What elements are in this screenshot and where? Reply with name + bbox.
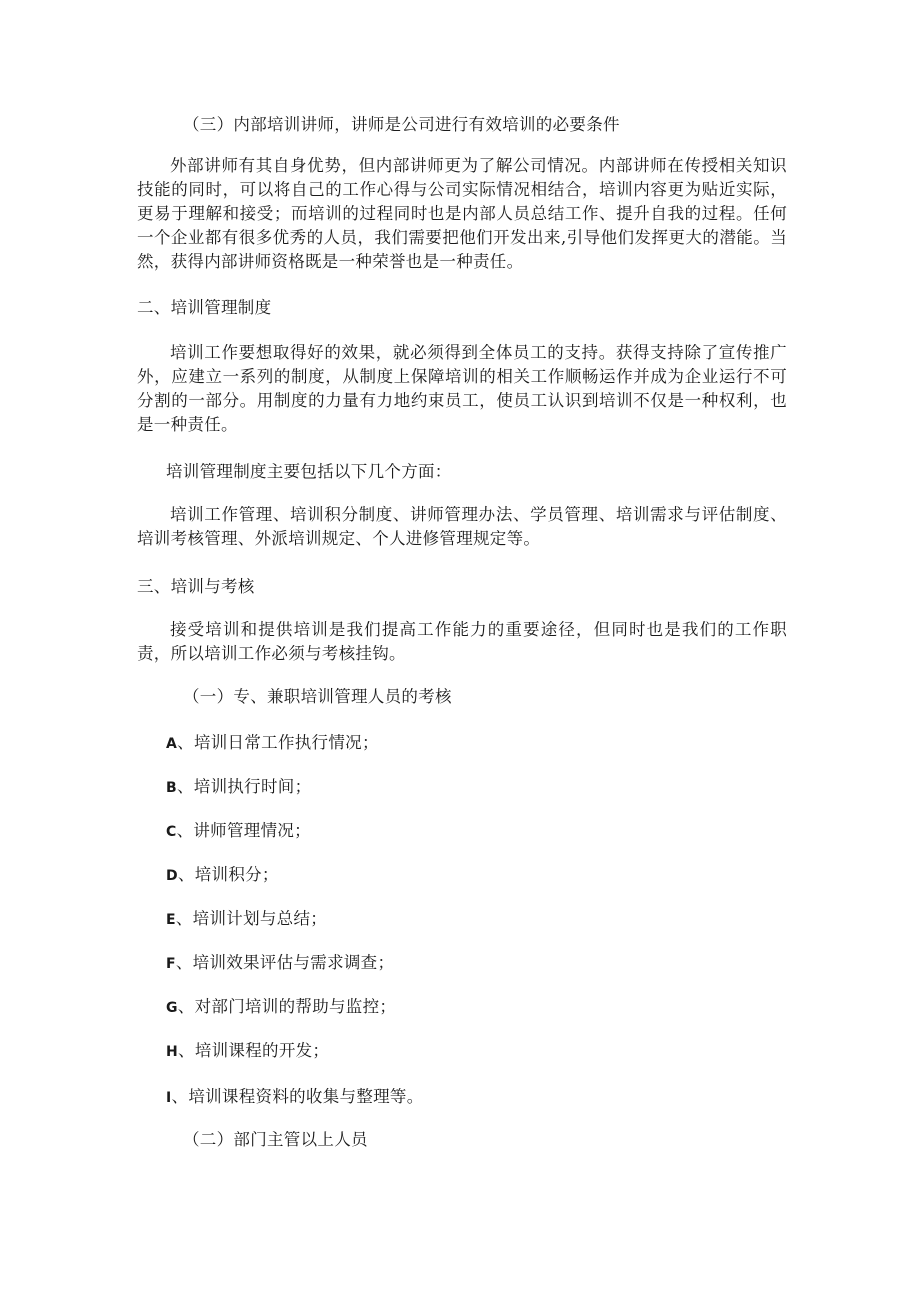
list-item-letter: I: [166, 1090, 172, 1106]
list-item: [166, 994, 396, 1021]
paragraph-training-assessment: 接受培训和提供培训是我们提高工作能力的重要途径，但同时也是我们的工作职责，所以培训工作必须与考核挂钩。: [137, 620, 787, 663]
list-item-letter: F: [166, 956, 176, 972]
paragraph-system-aspects-list: 培训工作管理、培训积分制度、讲师管理办法、学员管理、培训需求与评估制度、培训考核管理、外派培训规定、个人进修管理规定等。: [137, 505, 787, 548]
subheading-training-staff-assessment: （一）专、兼职培训管理人员的考核: [183, 687, 452, 706]
list-item: [166, 906, 327, 933]
list-item-letter: B: [166, 780, 177, 796]
list-item-text: 、培训执行时间；: [176, 777, 312, 796]
list-item: [166, 950, 394, 977]
list-item-text: 、培训计划与总结；: [175, 909, 328, 928]
list-item-text: 、培训效果评估与需求调查；: [175, 953, 395, 972]
list-item-text: 、培训日常工作执行情况；: [177, 733, 379, 752]
paragraph-system-aspects-intro: 培训管理制度主要包括以下几个方面：: [166, 462, 452, 481]
list-item: [166, 774, 311, 801]
list-item-text: 、培训积分；: [177, 865, 279, 884]
list-item-letter: E: [166, 912, 176, 928]
list-item-letter: H: [166, 1044, 179, 1060]
paragraph-system-support: 培训工作要想取得好的效果，就必须得到全体员工的支持。获得支持除了宣传推广外，应建立一系列的制度，从制度上保障培训的相关工作顺畅运作并成为企业运行不可分割的一部分。用制度的力量有力地约束员工，使员工认识到培训不仅是一种权利，也是一种责任。: [137, 343, 787, 434]
subheading-internal-lecturers: （三）内部培训讲师，讲师是公司进行有效培训的必要条件: [183, 115, 620, 134]
list-item: [166, 862, 279, 889]
list-item-text: 、对部门培训的帮助与监控；: [177, 997, 397, 1016]
list-item-text: 、培训课程的开发；: [178, 1041, 330, 1060]
subheading-department-managers: （二）部门主管以上人员: [183, 1130, 368, 1149]
list-item-letter: C: [166, 824, 177, 840]
list-item-letter: D: [166, 868, 178, 884]
list-item: [166, 1084, 424, 1111]
list-item: [166, 818, 311, 845]
list-item-text: 、讲师管理情况；: [176, 821, 311, 840]
section-heading-training-and-assessment: 三、培训与考核: [137, 577, 255, 596]
section-heading-training-management-system: 二、培训管理制度: [137, 298, 272, 317]
list-item-letter: G: [166, 1000, 178, 1016]
list-item: [166, 1038, 329, 1065]
list-item-letter: A: [166, 736, 178, 752]
list-item: [166, 730, 379, 757]
list-item-text: 、培训课程资料的收集与整理等。: [171, 1087, 424, 1106]
paragraph-internal-lecturers: 外部讲师有其自身优势，但内部讲师更为了解公司情况。内部讲师在传授相关知识技能的同时，可以将自己的工作心得与公司实际情况相结合，培训内容更为贴近实际，更易于理解和接受；而培训的过程同时也是内部人员总结工作、提升自我的过程。任何一个企业都有很多优秀的人员，我们需要把他们开发出来,引导他们发挥更大的潜能。当然，获得内部讲师资格既是一种荣誉也是一种责任。: [137, 156, 787, 271]
